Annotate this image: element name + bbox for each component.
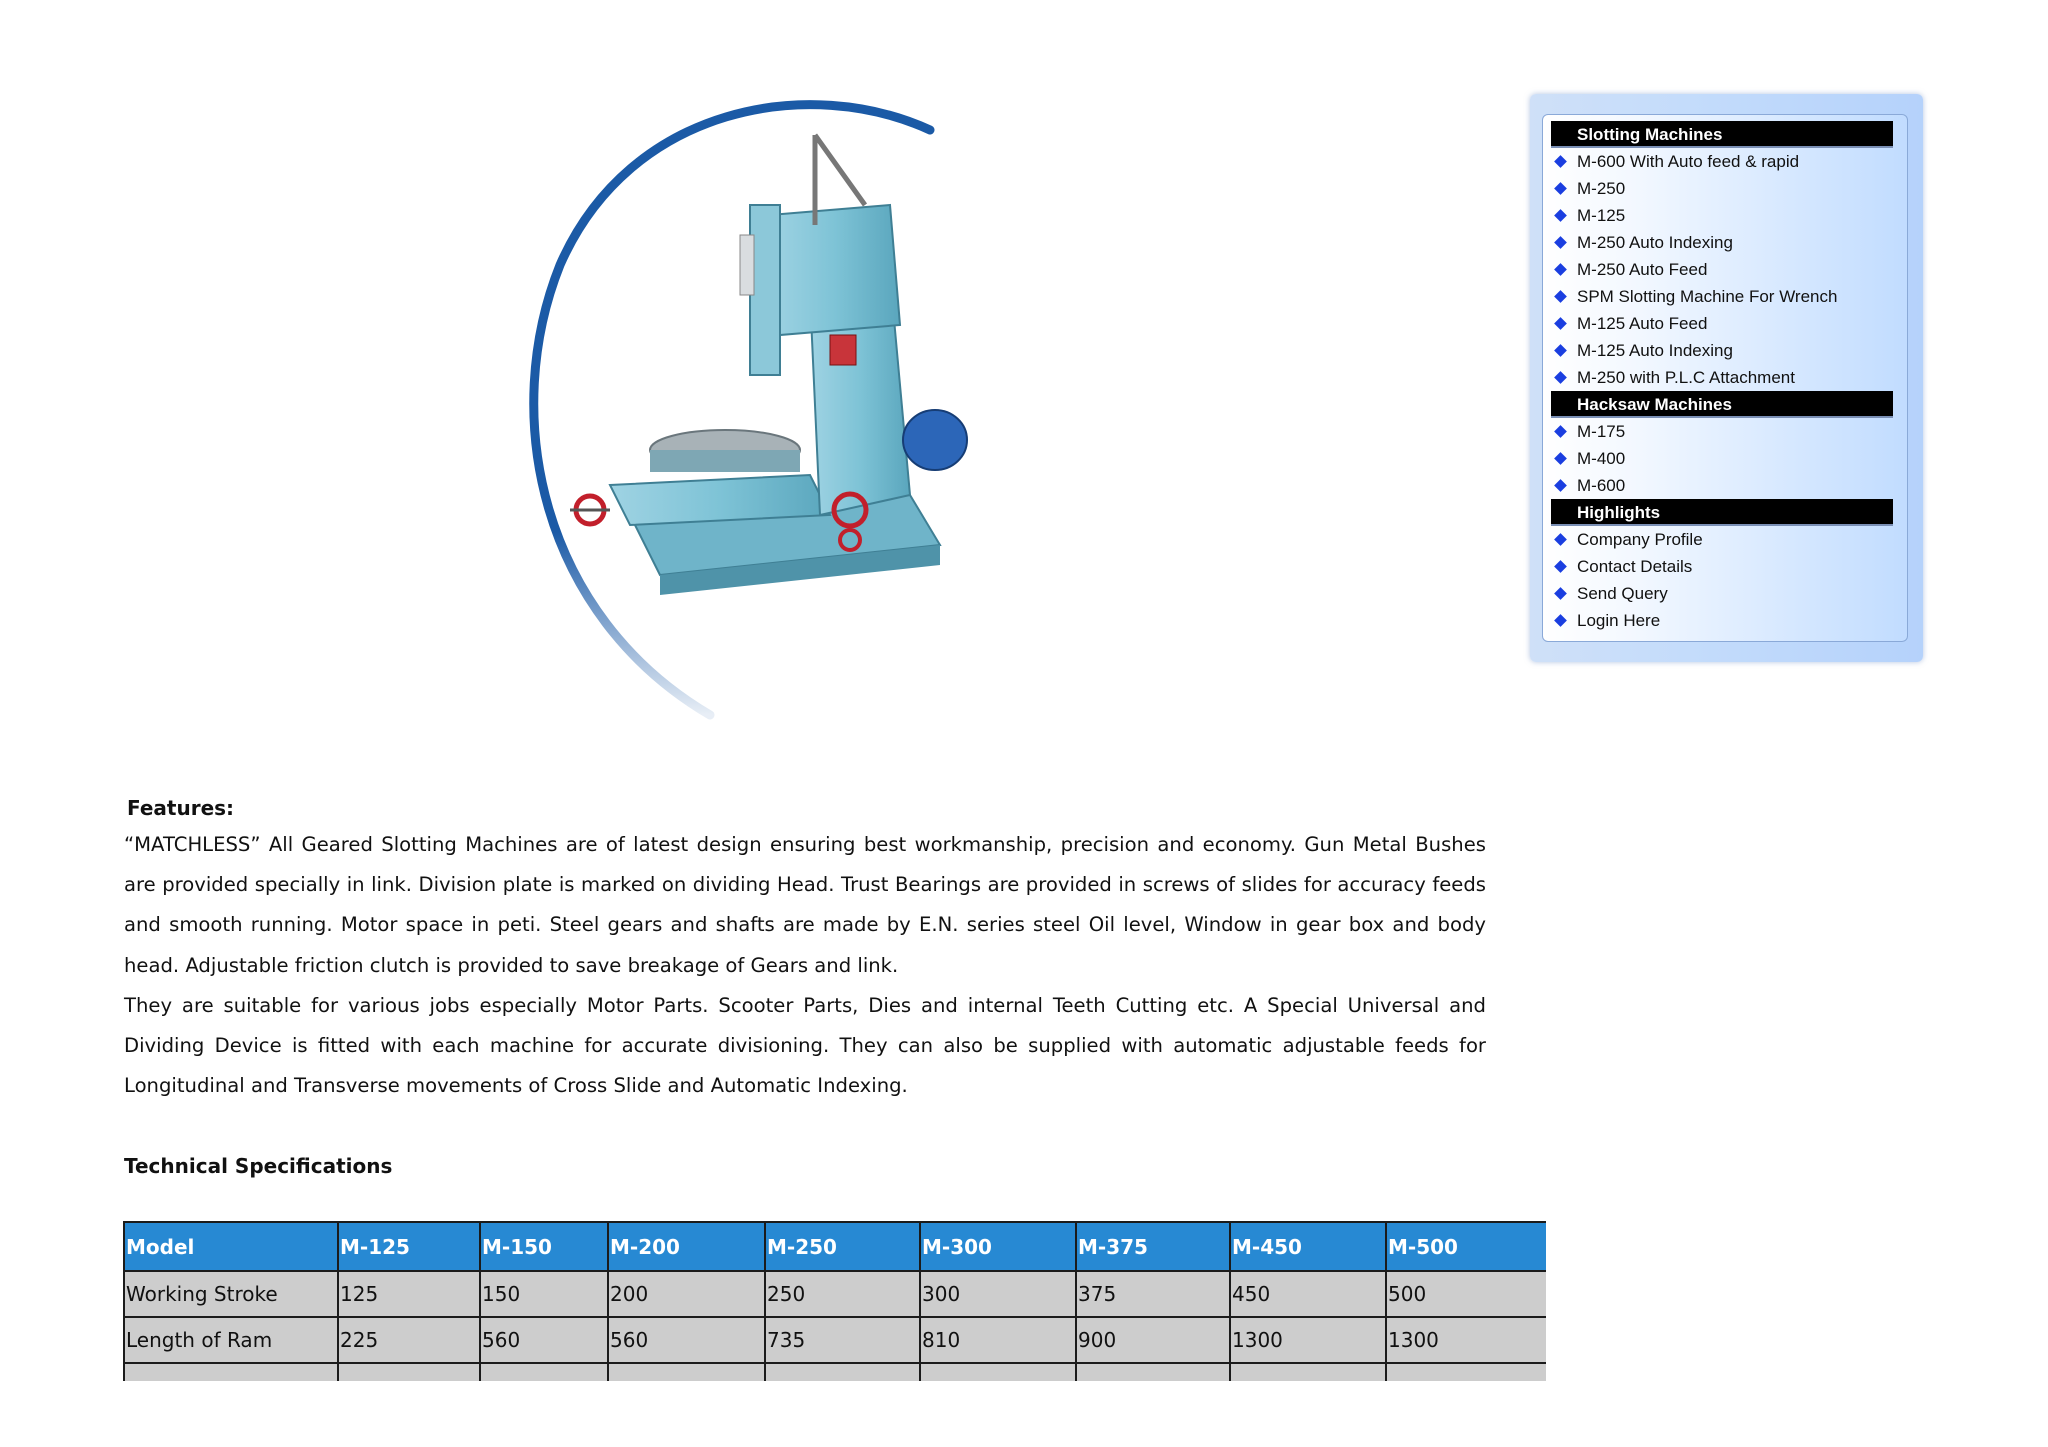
table-cell (124, 1363, 338, 1381)
table-cell: 810 (920, 1317, 1076, 1363)
table-cell: Length of Ram (124, 1317, 338, 1363)
menu-item-label: M-175 (1577, 422, 1626, 441)
column-header: M-450 (1230, 1222, 1386, 1271)
table-cell: 450 (1230, 1271, 1386, 1317)
menu-item-login[interactable] (1543, 607, 1907, 634)
menu-item-label: Send Query (1577, 584, 1668, 603)
table-cell (1386, 1363, 1546, 1381)
column-header: M-125 (338, 1222, 480, 1271)
table-cell: 735 (765, 1317, 920, 1363)
table-cell: 560 (608, 1317, 765, 1363)
menu-item-label: SPM Slotting Machine For Wrench (1577, 287, 1838, 306)
menu-item-label: M-125 (1577, 206, 1626, 225)
menu-item-send-query[interactable] (1543, 580, 1907, 607)
specifications-table (123, 1221, 1546, 1381)
diamond-bullet-icon (1554, 317, 1567, 330)
column-header: M-300 (920, 1222, 1076, 1271)
diamond-bullet-icon (1554, 236, 1567, 249)
menu-item-m250-plc[interactable] (1543, 364, 1907, 391)
features-heading: Features: (127, 796, 235, 820)
table-cell: Working Stroke (124, 1271, 338, 1317)
column-header: M-150 (480, 1222, 608, 1271)
table-header-row (124, 1222, 1546, 1271)
diamond-bullet-icon (1554, 155, 1567, 168)
table-cell: 1300 (1386, 1317, 1546, 1363)
menu-item-m250-auto-indexing[interactable] (1543, 229, 1907, 256)
diamond-bullet-icon (1554, 344, 1567, 357)
diamond-bullet-icon (1554, 263, 1567, 276)
diamond-bullet-icon (1554, 371, 1567, 384)
menu-item-label: Company Profile (1577, 530, 1703, 549)
menu-item-m125[interactable] (1543, 202, 1907, 229)
menu-item-label: M-600 (1577, 476, 1626, 495)
table-cell (1230, 1363, 1386, 1381)
menu-item-contact-details[interactable] (1543, 553, 1907, 580)
table-cell: 125 (338, 1271, 480, 1317)
table-cell: 375 (1076, 1271, 1230, 1317)
table-cell (1076, 1363, 1230, 1381)
table-cell (480, 1363, 608, 1381)
column-header: M-200 (608, 1222, 765, 1271)
table-row (124, 1317, 1546, 1363)
menu-heading-slotting: Slotting Machines (1551, 121, 1893, 148)
menu-item-m600[interactable] (1543, 472, 1907, 499)
menu-item-label: Contact Details (1577, 557, 1693, 576)
diamond-bullet-icon (1554, 587, 1567, 600)
diamond-bullet-icon (1554, 560, 1567, 573)
diamond-bullet-icon (1554, 479, 1567, 492)
table-row (124, 1271, 1546, 1317)
features-text (124, 825, 1486, 1106)
specifications-table-container (123, 1221, 1546, 1381)
table-cell: 225 (338, 1317, 480, 1363)
menu-heading-hacksaw: Hacksaw Machines (1551, 391, 1893, 418)
table-cell (608, 1363, 765, 1381)
table-cell: 500 (1386, 1271, 1546, 1317)
menu-item-label: M-600 With Auto feed & rapid (1577, 152, 1800, 171)
product-menu (1530, 94, 1923, 662)
table-cell (765, 1363, 920, 1381)
menu-item-label: M-250 Auto Indexing (1577, 233, 1733, 252)
table-cell (920, 1363, 1076, 1381)
slotting-machine-image (510, 95, 1070, 735)
menu-item-m125-auto-indexing[interactable] (1543, 337, 1907, 364)
features-paragraph: They are suitable for various jobs especially Motor Parts. Scooter Parts, Dies and internal Teeth Cutting etc. A Special Universal and Dividing Device is fitted with each machine for accurate divisioning. They can also be supplied with automatic adjustable feeds for Longitudinal and Transverse movements of Cross Slide and Automatic Indexing. (124, 993, 1486, 1098)
table-row (124, 1363, 1546, 1381)
table-cell: 900 (1076, 1317, 1230, 1363)
diamond-bullet-icon (1554, 533, 1567, 546)
menu-item-label: Login Here (1577, 611, 1661, 630)
menu-item-m600-auto-feed[interactable] (1543, 148, 1907, 175)
table-cell: 250 (765, 1271, 920, 1317)
menu-item-label: M-125 Auto Feed (1577, 314, 1708, 333)
menu-item-m175[interactable] (1543, 418, 1907, 445)
diamond-bullet-icon (1554, 182, 1567, 195)
column-header: M-375 (1076, 1222, 1230, 1271)
menu-item-m125-auto-feed[interactable] (1543, 310, 1907, 337)
diamond-bullet-icon (1554, 452, 1567, 465)
menu-item-label: M-250 (1577, 179, 1626, 198)
table-cell: 200 (608, 1271, 765, 1317)
menu-item-label: M-125 Auto Indexing (1577, 341, 1733, 360)
column-header: Model (124, 1222, 338, 1271)
diamond-bullet-icon (1554, 290, 1567, 303)
column-header: M-500 (1386, 1222, 1546, 1271)
menu-item-spm-wrench[interactable] (1543, 283, 1907, 310)
column-header: M-250 (765, 1222, 920, 1271)
menu-item-label: M-400 (1577, 449, 1626, 468)
table-cell (338, 1363, 480, 1381)
diamond-bullet-icon (1554, 425, 1567, 438)
features-paragraph: “MATCHLESS” All Geared Slotting Machines are of latest design ensuring best workmanship, precision and economy. Gun Metal Bushes are provided specially in link. Division plate is marked on dividing Head. Trust Bearings are provided in screws of slides for accuracy feeds and smooth running. Motor space in peti. Steel gears and shafts are made by E.N. series steel Oil level, Window in gear box and body head. Adjustable friction clutch is provided to save breakage of Gears and link. (124, 833, 1486, 977)
table-cell: 560 (480, 1317, 608, 1363)
technical-specifications-heading: Technical Specifications (124, 1154, 393, 1178)
table-cell: 300 (920, 1271, 1076, 1317)
menu-item-m250-auto-feed[interactable] (1543, 256, 1907, 283)
menu-item-company-profile[interactable] (1543, 526, 1907, 553)
menu-item-m250[interactable] (1543, 175, 1907, 202)
menu-item-m400[interactable] (1543, 445, 1907, 472)
menu-item-label: M-250 with P.L.C Attachment (1577, 368, 1795, 387)
table-cell: 150 (480, 1271, 608, 1317)
table-cell: 1300 (1230, 1317, 1386, 1363)
menu-heading-highlights: Highlights (1551, 499, 1893, 526)
diamond-bullet-icon (1554, 209, 1567, 222)
diamond-bullet-icon (1554, 614, 1567, 627)
product-menu-panel (1542, 114, 1908, 642)
menu-item-label: M-250 Auto Feed (1577, 260, 1708, 279)
